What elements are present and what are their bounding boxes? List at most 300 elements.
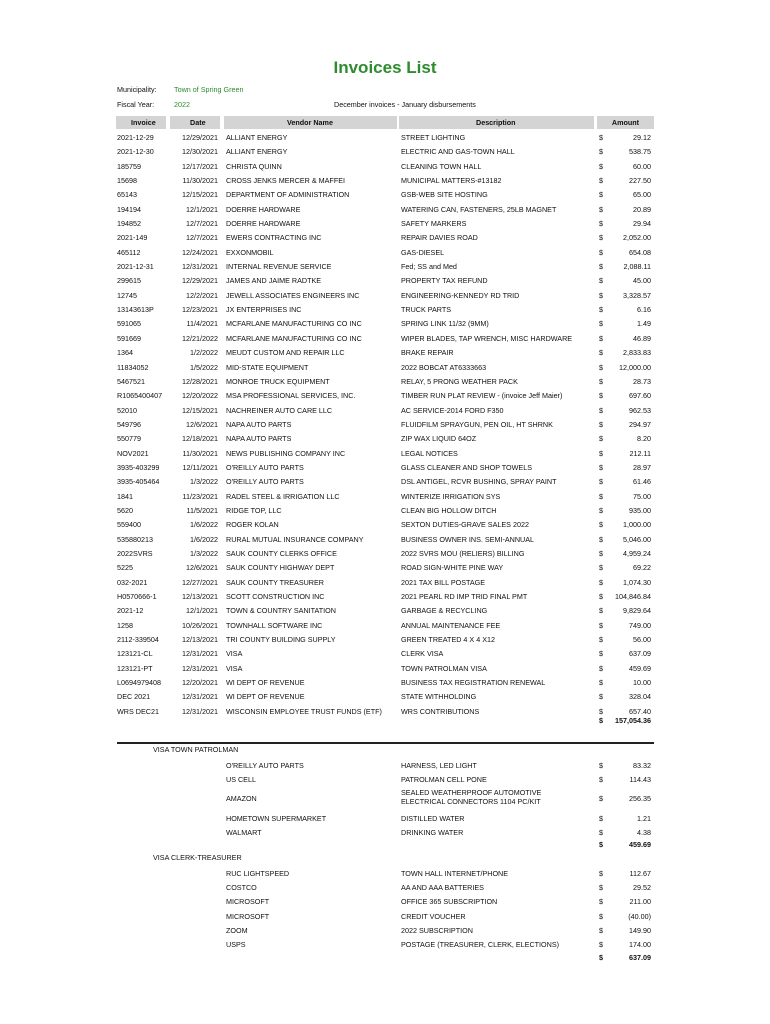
description: AC SERVICE-2014 FORD F350 — [401, 405, 504, 415]
currency-sign: $ — [599, 204, 603, 214]
amount: 20.89 — [633, 204, 651, 214]
invoice-date: 12/30/2021 — [182, 147, 218, 157]
currency-sign: $ — [599, 333, 603, 343]
table-row — [0, 534, 770, 548]
table-row — [0, 548, 770, 562]
description: CLERK VISA — [401, 649, 444, 659]
invoice-date: 12/23/2021 — [182, 305, 218, 315]
invoice-number: 2022SVRS — [117, 548, 153, 558]
list-item — [0, 923, 770, 937]
description: ENGINEERING-KENNEDY RD TRID — [401, 290, 520, 300]
description: AA AND AAA BATTERIES — [401, 882, 484, 892]
vendor-name: JX ENTERPRISES INC — [226, 305, 302, 315]
list-item — [0, 825, 770, 839]
invoice-number: 299615 — [117, 276, 141, 286]
description: GARBAGE & RECYCLING — [401, 606, 488, 616]
description: ANNUAL MAINTENANCE FEE — [401, 620, 501, 630]
invoice-number: 3935-405464 — [117, 477, 160, 487]
header-vendor: Vendor Name — [224, 116, 397, 129]
invoice-date: 12/2/2021 — [186, 290, 218, 300]
invoice-date: 12/24/2021 — [182, 247, 218, 257]
invoice-number: 2021-12-29 — [117, 133, 154, 142]
currency-sign: $ — [599, 940, 603, 950]
currency-sign: $ — [599, 448, 603, 458]
currency-sign: $ — [599, 477, 603, 487]
table-row — [0, 505, 770, 519]
grand-total-value: 157,054.36 — [615, 716, 651, 725]
invoice-number: DEC 2021 — [117, 692, 151, 702]
currency-sign: $ — [599, 290, 603, 300]
table-row — [0, 620, 770, 634]
table-row — [0, 648, 770, 662]
invoice-date: 12/7/2021 — [186, 233, 218, 243]
invoice-number: 2021-12-30 — [117, 147, 154, 157]
amount: 212.11 — [629, 448, 651, 458]
invoice-date: 1/3/2022 — [190, 548, 218, 558]
invoice-date: 12/31/2021 — [182, 692, 218, 702]
amount: 10.00 — [633, 678, 651, 688]
municipality-label: Municipality: — [117, 85, 157, 94]
list-item — [0, 786, 770, 811]
currency-sign: $ — [599, 577, 603, 587]
amount: 749.00 — [629, 620, 651, 630]
amount: 2,833.83 — [623, 348, 651, 358]
vendor-name: COSTCO — [226, 882, 257, 892]
currency-sign: $ — [599, 176, 603, 186]
vendor-name: MCFARLANE MANUFACTURING CO INC — [226, 333, 362, 343]
description: RELAY, 5 PRONG WEATHER PACK — [401, 376, 518, 386]
currency-sign: $ — [599, 462, 603, 472]
vendor-name: DOERRE HARDWARE — [226, 219, 301, 229]
visa-patrolman-list — [0, 759, 770, 854]
vendor-name: AMAZON — [226, 794, 257, 803]
table-row — [0, 362, 770, 376]
vendor-name: RUC LIGHTSPEED — [226, 868, 290, 878]
description: MUNICIPAL MATTERS-#13182 — [401, 176, 502, 186]
invoice-number: 123121-CL — [117, 649, 153, 659]
vendor-name: NAPA AUTO PARTS — [226, 434, 292, 444]
invoice-number: L0694979408 — [117, 678, 161, 688]
invoice-date: 12/6/2021 — [186, 563, 218, 573]
vendor-name: USPS — [226, 940, 246, 950]
vendor-name: TOWN & COUNTRY SANITATION — [226, 606, 336, 616]
amount: 962.53 — [629, 405, 651, 415]
description: WIPER BLADES, TAP WRENCH, MISC HARDWARE — [401, 333, 573, 343]
amount: 114.43 — [629, 774, 651, 784]
invoice-number: 5620 — [117, 505, 133, 515]
invoice-date: 12/27/2021 — [182, 577, 218, 587]
amount: 104,846.84 — [615, 592, 651, 601]
fiscal-year-value: 2022 — [174, 100, 190, 109]
amount: 2,088.11 — [623, 262, 651, 272]
vendor-name: MSA PROFESSIONAL SERVICES, INC. — [226, 391, 356, 401]
amount: 65.00 — [633, 190, 651, 200]
currency-sign: $ — [599, 813, 603, 823]
invoice-date: 1/5/2022 — [190, 362, 218, 372]
currency-sign: $ — [599, 520, 603, 530]
description: SAFETY MARKERS — [401, 219, 467, 229]
table-row — [0, 304, 770, 318]
invoice-date: 12/15/2021 — [182, 405, 218, 415]
invoice-date: 1/6/2022 — [190, 520, 218, 530]
vendor-name: NAPA AUTO PARTS — [226, 419, 292, 429]
vendor-name: SAUK COUNTY HIGHWAY DEPT — [226, 563, 335, 573]
description: SEALED WEATHERPROOF AUTOMOTIVE ELECTRICAL CONNECTORS 1104 PC/KIT — [401, 788, 542, 806]
list-item — [0, 866, 770, 880]
description: CLEAN BIG HOLLOW DITCH — [401, 505, 497, 515]
description: BUSINESS TAX REGISTRATION RENEWAL — [401, 678, 546, 688]
currency-sign: $ — [599, 133, 603, 142]
table-row — [0, 462, 770, 476]
invoice-number: 13143613P — [117, 305, 154, 315]
amount: 637.09 — [629, 649, 651, 659]
vendor-name: MCFARLANE MANUFACTURING CO INC — [226, 319, 362, 329]
amount: 4,959.24 — [623, 548, 651, 558]
table-row — [0, 132, 770, 146]
currency-sign: $ — [599, 663, 603, 673]
description: TOWN HALL INTERNET/PHONE — [401, 868, 509, 878]
table-row — [0, 247, 770, 261]
list-item — [0, 909, 770, 923]
vendor-name: SCOTT CONSTRUCTION INC — [226, 592, 325, 601]
amount: 46.89 — [633, 333, 651, 343]
invoice-number: 1258 — [117, 620, 133, 630]
vendor-name: ALLIANT ENERGY — [226, 147, 288, 157]
currency-sign: $ — [599, 247, 603, 257]
amount: 227.50 — [629, 176, 651, 186]
table-row — [0, 347, 770, 361]
table-row — [0, 448, 770, 462]
description: TRUCK PARTS — [401, 305, 452, 315]
invoice-number: 2021-149 — [117, 233, 148, 243]
description: 2022 SVRS MOU (RELIERS) BILLING — [401, 548, 525, 558]
table-row — [0, 290, 770, 304]
amount: 69.22 — [633, 563, 651, 573]
page-title: Invoices List — [333, 58, 437, 77]
amount: 211.00 — [629, 897, 651, 907]
vendor-name: ZOOM — [226, 925, 248, 935]
currency-sign: $ — [599, 692, 603, 702]
invoice-number: 65143 — [117, 190, 137, 200]
amount: 294.97 — [629, 419, 651, 429]
invoice-number: 5467521 — [117, 376, 145, 386]
amount: 654.08 — [629, 247, 651, 257]
vendor-name: O'REILLY AUTO PARTS — [226, 761, 304, 771]
currency-sign: $ — [599, 774, 603, 784]
invoice-date: 11/30/2021 — [182, 448, 218, 458]
table-row — [0, 218, 770, 232]
vendor-name: RURAL MUTUAL INSURANCE COMPANY — [226, 534, 364, 544]
amount: 3,328.57 — [623, 290, 651, 300]
table-row — [0, 519, 770, 533]
invoice-date: 12/13/2021 — [182, 592, 218, 601]
subtotal-row — [0, 953, 770, 967]
fiscal-year-label: Fiscal Year: — [117, 100, 155, 109]
description: 2021 PEARL RD IMP TRID FINAL PMT — [401, 592, 528, 601]
invoice-date: 12/31/2021 — [182, 649, 218, 659]
invoice-date: 12/18/2021 — [182, 434, 218, 444]
currency-sign: $ — [599, 592, 603, 601]
vendor-name: EWERS CONTRACTING INC — [226, 233, 322, 243]
currency-sign: $ — [599, 276, 603, 286]
table-row — [0, 261, 770, 275]
table-row — [0, 275, 770, 289]
invoice-date: 12/7/2021 — [186, 219, 218, 229]
currency-sign: $ — [599, 563, 603, 573]
table-row — [0, 663, 770, 677]
invoice-number: 535880213 — [117, 534, 153, 544]
currency-sign: $ — [599, 534, 603, 544]
vendor-name: RADEL STEEL & IRRIGATION LLC — [226, 491, 340, 501]
invoice-date: 11/5/2021 — [186, 505, 218, 515]
currency-sign: $ — [599, 362, 603, 372]
invoice-date: 10/26/2021 — [182, 620, 218, 630]
amount: 697.60 — [629, 391, 651, 401]
vendor-name: MID-STATE EQUIPMENT — [226, 362, 309, 372]
description: ELECTRIC AND GAS-TOWN HALL — [401, 147, 515, 157]
table-row — [0, 562, 770, 576]
invoice-number: 5225 — [117, 563, 133, 573]
list-item — [0, 895, 770, 909]
description: GSB-WEB SITE HOSTING — [401, 190, 488, 200]
table-row — [0, 175, 770, 189]
subtotal-value: 637.09 — [629, 952, 651, 962]
vendor-name: WALMART — [226, 827, 262, 837]
currency-sign: $ — [599, 319, 603, 329]
vendor-name: VISA — [226, 663, 243, 673]
invoice-number: 2021-12 — [117, 606, 144, 616]
currency-sign: $ — [599, 219, 603, 229]
description: ROAD SIGN-WHITE PINE WAY — [401, 563, 504, 573]
amount: 28.73 — [633, 376, 651, 386]
amount: 1,074.30 — [623, 577, 651, 587]
invoice-number: 15698 — [117, 176, 137, 186]
vendor-name: WI DEPT OF REVENUE — [226, 692, 305, 702]
invoice-date: 12/1/2021 — [186, 606, 218, 616]
amount: 538.75 — [629, 147, 651, 157]
description: PATROLMAN CELL PONE — [401, 774, 487, 784]
table-row — [0, 204, 770, 218]
list-item — [0, 759, 770, 773]
visa-clerk-title: VISA CLERK-TREASURER — [153, 853, 242, 862]
invoice-date: 12/29/2021 — [182, 276, 218, 286]
amount: 2,052.00 — [623, 233, 651, 243]
invoice-number: 032-2021 — [117, 577, 148, 587]
description: 2021 TAX BILL POSTAGE — [401, 577, 486, 587]
description: STREET LIGHTING — [401, 133, 466, 142]
amount: 28.97 — [633, 462, 651, 472]
description: WATERING CAN, FASTENERS, 25LB MAGNET — [401, 204, 557, 214]
invoice-date: 1/3/2022 — [190, 477, 218, 487]
table-row — [0, 161, 770, 175]
description: HARNESS, LED LIGHT — [401, 761, 477, 771]
description: GREEN TREATED 4 X 4 X12 — [401, 635, 496, 645]
currency-sign: $ — [599, 147, 603, 157]
invoice-number: 2021-12-31 — [117, 262, 154, 272]
header-date: Date — [170, 116, 220, 129]
currency-sign: $ — [599, 882, 603, 892]
currency-sign: $ — [599, 262, 603, 272]
description: GAS-DIESEL — [401, 247, 445, 257]
invoice-number: 185759 — [117, 161, 141, 171]
vendor-name: O'REILLY AUTO PARTS — [226, 477, 304, 487]
currency-sign: $ — [599, 635, 603, 645]
currency-sign: $ — [599, 678, 603, 688]
amount: 1.49 — [637, 319, 651, 329]
vendor-name: SAUK COUNTY CLERKS OFFICE — [226, 548, 337, 558]
vendor-name: TRI COUNTY BUILDING SUPPLY — [226, 635, 336, 645]
currency-sign: $ — [599, 706, 603, 716]
grand-total-row — [0, 716, 770, 728]
description: LEGAL NOTICES — [401, 448, 458, 458]
invoice-number: 465112 — [117, 247, 141, 257]
table-row — [0, 376, 770, 390]
description: GLASS CLEANER AND SHOP TOWELS — [401, 462, 533, 472]
description: OFFICE 365 SUBSCRIPTION — [401, 897, 498, 907]
description: TOWN PATROLMAN VISA — [401, 663, 487, 673]
description: PROPERTY TAX REFUND — [401, 276, 488, 286]
currency-sign: $ — [599, 868, 603, 878]
amount: 9,829.64 — [623, 606, 651, 616]
currency-sign: $ — [599, 305, 603, 315]
invoice-date: 1/2/2022 — [190, 348, 218, 358]
table-row — [0, 232, 770, 246]
currency-sign: $ — [599, 405, 603, 415]
description: SEXTON DUTIES-GRAVE SALES 2022 — [401, 520, 529, 530]
table-row — [0, 577, 770, 591]
vendor-name: US CELL — [226, 774, 256, 784]
vendor-name: DOERRE HARDWARE — [226, 204, 301, 214]
vendor-name: CROSS JENKS MERCER & MAFFEI — [226, 176, 346, 186]
invoice-number: 591669 — [117, 333, 141, 343]
description: REPAIR DAVIES ROAD — [401, 233, 478, 243]
description: FLUIDFILM SPRAYGUN, PEN OIL, HT SHRNK — [401, 419, 553, 429]
amount: 29.52 — [633, 882, 651, 892]
vendor-name: NEWS PUBLISHING COMPANY INC — [226, 448, 346, 458]
header-description: Description — [399, 116, 594, 129]
amount: 174.00 — [629, 940, 651, 950]
vendor-name: VISA — [226, 649, 243, 659]
table-row — [0, 390, 770, 404]
invoice-date: 11/30/2021 — [182, 176, 218, 186]
invoice-date: 12/31/2021 — [182, 706, 218, 716]
currency-sign: $ — [599, 419, 603, 429]
invoice-date: 12/11/2021 — [182, 462, 218, 472]
vendor-name: O'REILLY AUTO PARTS — [226, 462, 304, 472]
invoice-number: 2112-339504 — [117, 635, 159, 645]
table-row — [0, 634, 770, 648]
amount: 56.00 — [633, 635, 651, 645]
currency-sign: $ — [599, 491, 603, 501]
vendor-name: JAMES AND JAIME RADTKE — [226, 276, 322, 286]
description: CREDIT VOUCHER — [401, 911, 466, 921]
amount: 29.12 — [633, 133, 651, 142]
vendor-name: MONROE TRUCK EQUIPMENT — [226, 376, 330, 386]
currency-sign: $ — [599, 190, 603, 200]
description: DSL ANTIGEL, RCVR BUSHING, SPRAY PAINT — [401, 477, 557, 487]
currency-sign: $ — [599, 620, 603, 630]
header-amount: Amount — [597, 116, 654, 129]
currency-sign: $ — [599, 761, 603, 771]
vendor-name: MICROSOFT — [226, 897, 270, 907]
vendor-name: CHRISTA QUINN — [226, 161, 282, 171]
invoice-number: 549796 — [117, 419, 141, 429]
description: WINTERIZE IRRIGATION SYS — [401, 491, 501, 501]
amount: 45.00 — [633, 276, 651, 286]
amount: 61.46 — [633, 477, 651, 487]
amount: 1.21 — [637, 813, 651, 823]
invoice-number: 550779 — [117, 434, 141, 444]
currency-sign: $ — [599, 505, 603, 515]
amount: 29.94 — [633, 219, 651, 229]
vendor-name: MICROSOFT — [226, 911, 270, 921]
vendor-name: DEPARTMENT OF ADMINISTRATION — [226, 190, 350, 200]
invoice-number: 559400 — [117, 520, 141, 530]
description: 2022 SUBSCRIPTION — [401, 925, 473, 935]
table-row — [0, 476, 770, 490]
vendor-name: EXXONMOBIL — [226, 247, 274, 257]
currency-sign: $ — [599, 911, 603, 921]
table-row — [0, 419, 770, 433]
table-row — [0, 405, 770, 419]
invoice-date: 12/29/2021 — [182, 133, 218, 142]
currency-sign: $ — [599, 376, 603, 386]
invoice-table-body — [0, 132, 770, 720]
currency-sign: $ — [599, 348, 603, 358]
amount: 8.20 — [637, 434, 651, 444]
vendor-name: ROGER KOLAN — [226, 520, 279, 530]
invoice-date: 12/1/2021 — [186, 204, 218, 214]
currency-sign: $ — [599, 925, 603, 935]
invoice-number: 1364 — [117, 348, 133, 358]
currency-sign: $ — [599, 391, 603, 401]
subtotal-value: 459.69 — [629, 840, 651, 849]
amount: 459.69 — [629, 663, 651, 673]
amount: 12,000.00 — [619, 362, 651, 372]
invoice-date: 11/23/2021 — [182, 491, 218, 501]
invoice-number: 123121-PT — [117, 663, 153, 673]
visa-patrolman-title: VISA TOWN PATROLMAN — [153, 745, 239, 754]
list-item — [0, 937, 770, 951]
table-row — [0, 333, 770, 347]
amount: 112.67 — [629, 868, 651, 878]
invoice-number: 194852 — [117, 219, 141, 229]
amount: 60.00 — [633, 161, 651, 171]
vendor-name: MEUDT CUSTOM AND REPAIR LLC — [226, 348, 345, 358]
vendor-name: INTERNAL REVENUE SERVICE — [226, 262, 332, 272]
invoice-date: 12/17/2021 — [182, 161, 218, 171]
list-item — [0, 773, 770, 787]
amount: 935.00 — [629, 505, 651, 515]
currency-sign: $ — [599, 606, 603, 616]
invoice-date: 12/28/2021 — [182, 376, 218, 386]
list-item — [0, 811, 770, 825]
vendor-name: JEWELL ASSOCIATES ENGINEERS INC — [226, 290, 360, 300]
description: 2022 BOBCAT AT6333663 — [401, 362, 487, 372]
table-row — [0, 605, 770, 619]
description: SPRING LINK 11/32 (9MM) — [401, 319, 489, 329]
amount: 83.32 — [633, 761, 651, 771]
amount: 149.90 — [629, 925, 651, 935]
currency-sign: $ — [599, 161, 603, 171]
invoice-date: 12/20/2022 — [182, 391, 218, 401]
currency-sign: $ — [599, 548, 603, 558]
vendor-name: NACHREINER AUTO CARE LLC — [226, 405, 333, 415]
table-row — [0, 433, 770, 447]
vendor-name: WI DEPT OF REVENUE — [226, 678, 305, 688]
currency-sign: $ — [599, 434, 603, 444]
invoice-date: 12/31/2021 — [182, 663, 218, 673]
